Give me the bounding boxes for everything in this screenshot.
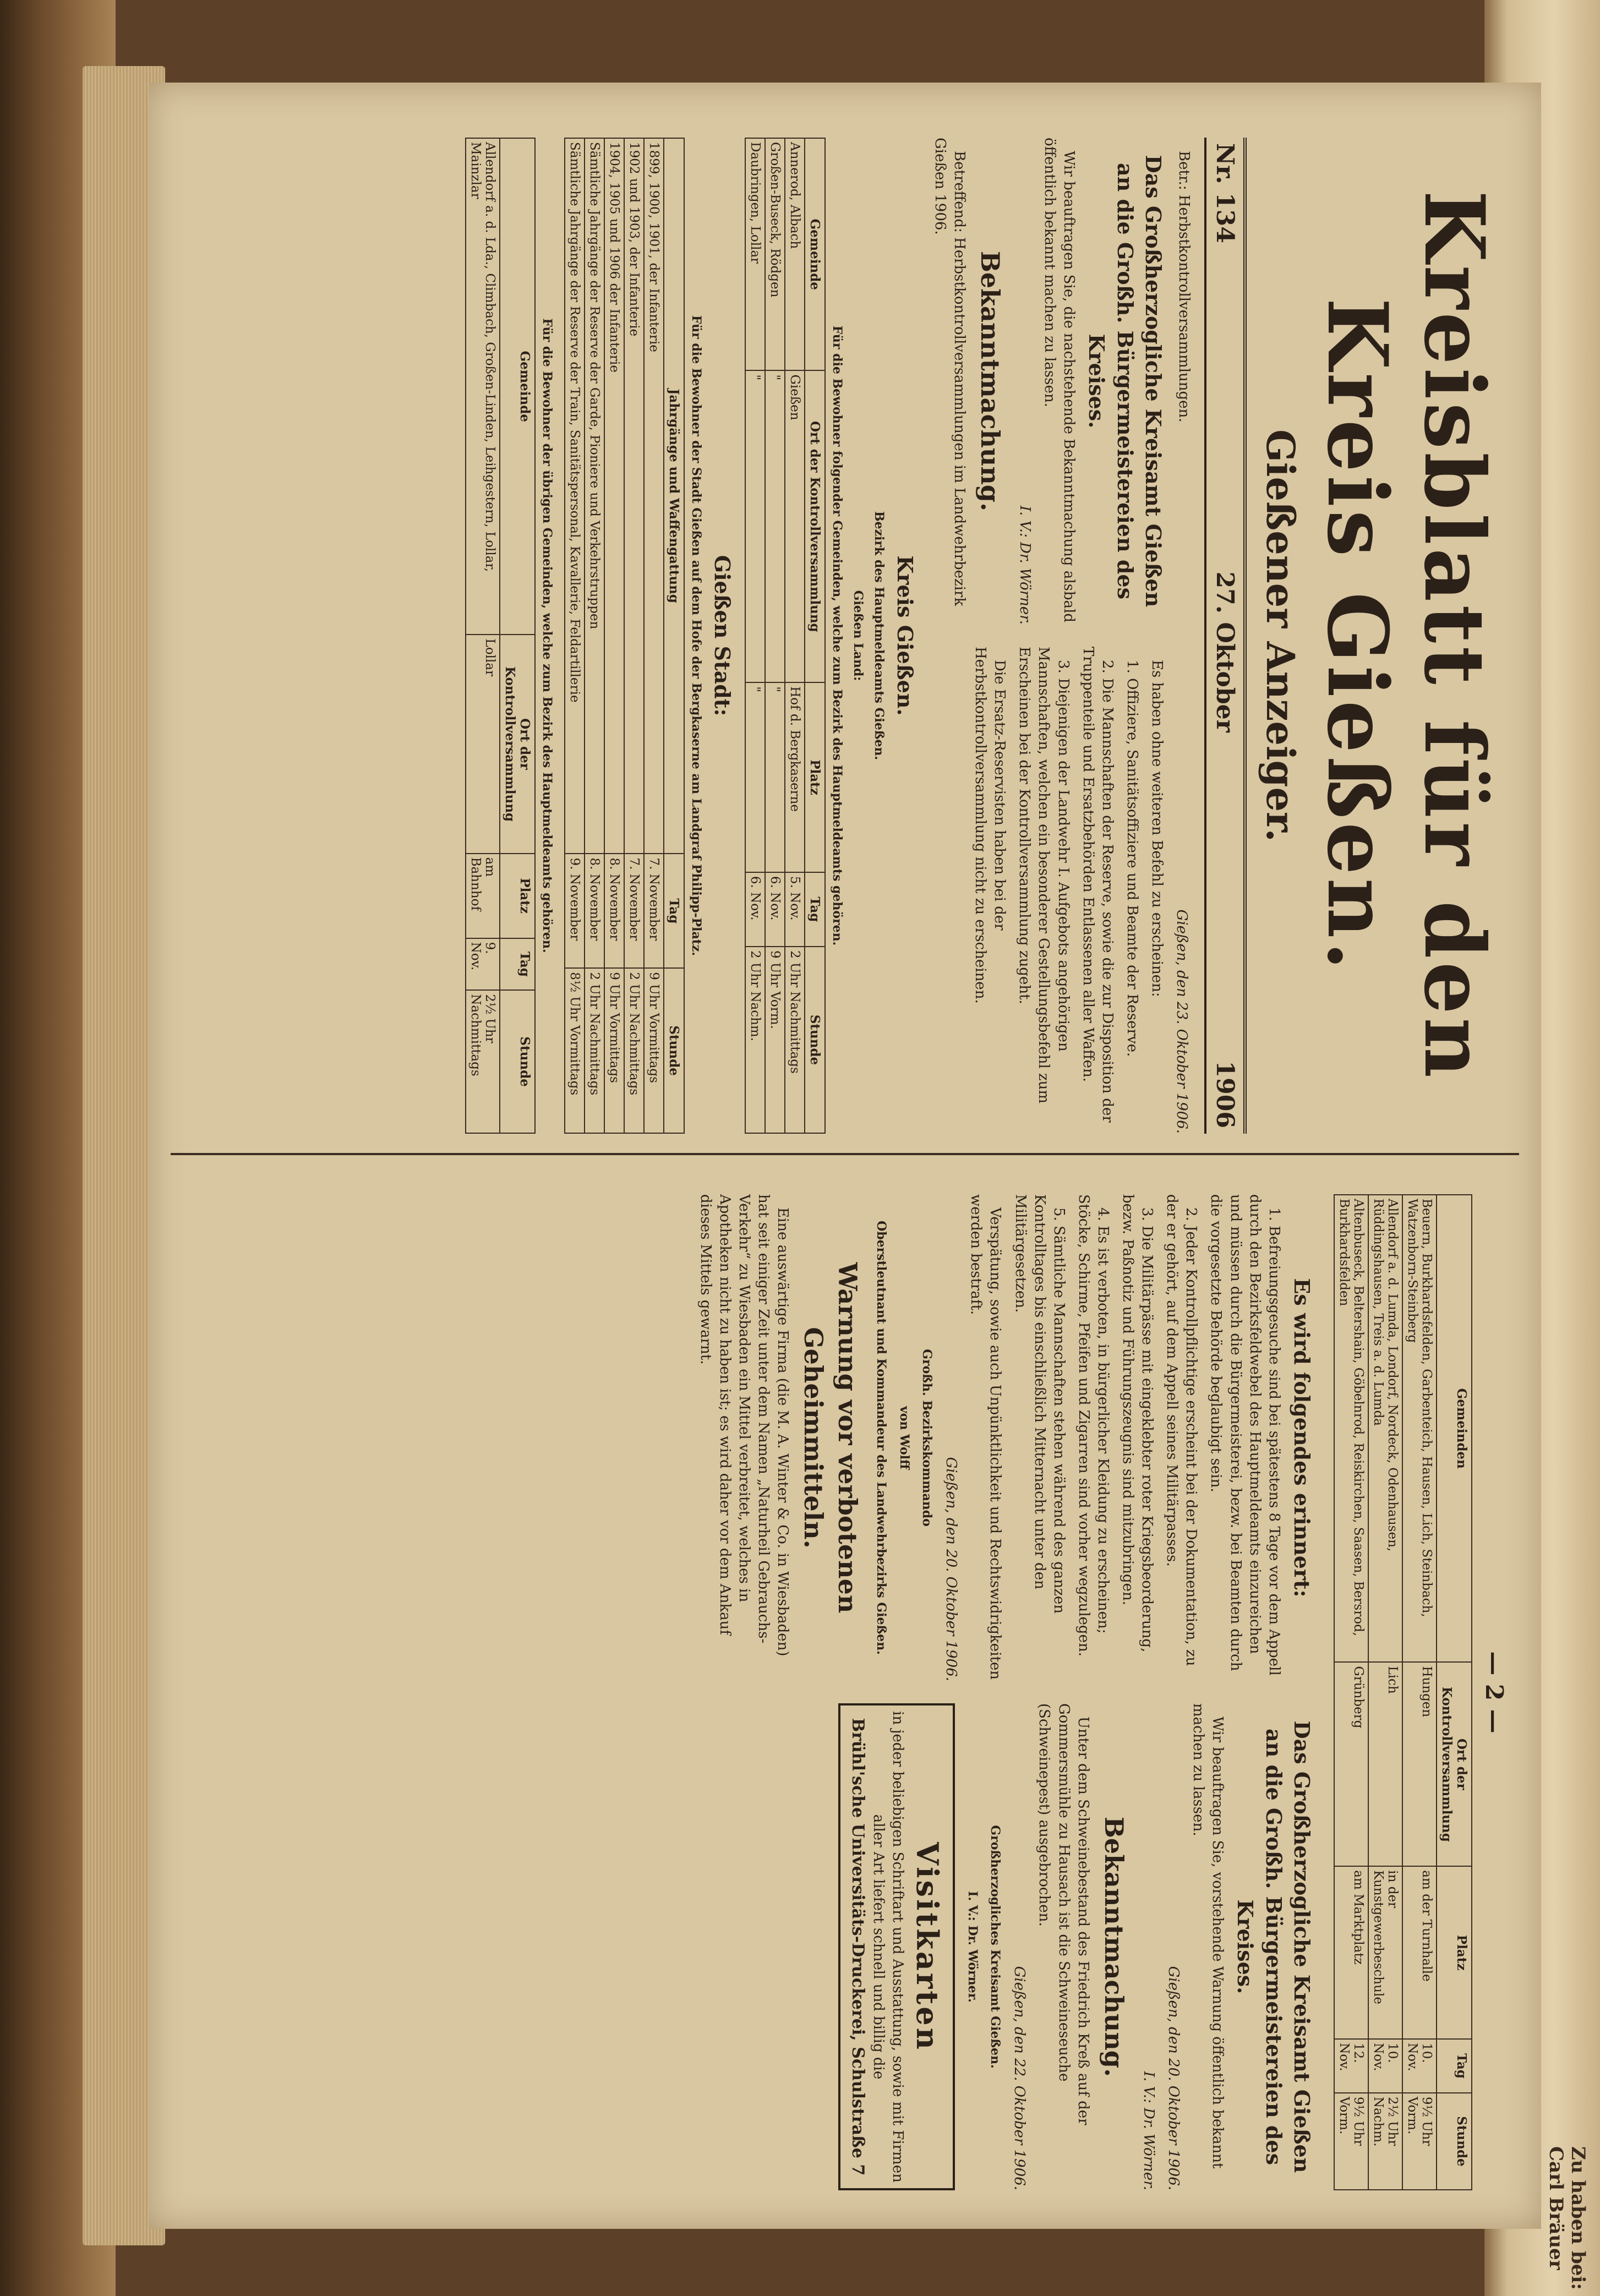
table1-header: Ort der Kontrollversammlung — [805, 370, 825, 682]
table4-header: Stunde — [1437, 2093, 1472, 2190]
table4-cell: 10. Nov. — [1368, 2039, 1402, 2093]
ad-title: Visitkarten — [909, 1842, 945, 2052]
table2-cell: 8. November — [585, 854, 604, 968]
kreis-giessen: Kreis Gießen. — [893, 555, 918, 716]
reminder-sig3: Oberstleutnant und Kommandeur des Landwehrbezirks Gießen. — [873, 1221, 888, 1655]
giessen-stadt: Gießen Stadt: — [710, 555, 735, 717]
table4-cell: am der Turnhalle — [1402, 1866, 1437, 2039]
table4-cell: Allendorf a. d. Lumda, Londorf, Nordeck, Odenhausen, Rüddingshausen, Treis a. d. Lumda — [1368, 1195, 1402, 1662]
table4-cell: 2½ Uhr Nachm. — [1368, 2093, 1402, 2190]
newspaper-page — [149, 83, 1541, 2229]
table2-cell: 1904, 1905 und 1906 der Infanterie — [604, 138, 624, 854]
notice2-to: Das Großherzogliche Kreisamt Gießen an die Großh. Bürgermeistereien des Kreises. — [1233, 1720, 1314, 2173]
table2-cell: 9 Uhr Vormittags — [604, 968, 624, 1133]
bekanntmachung-heading: Bekanntmachung. — [975, 251, 1005, 511]
table4-cell: 10. Nov. — [1402, 2039, 1437, 2093]
table1-header: Stunde — [805, 947, 825, 1133]
notice1-header: Betr.: Herbstkontrollversammlungen. — [1176, 151, 1192, 423]
reminder-date: Gießen, den 20. Oktober 1906. — [943, 1457, 960, 1681]
giessen-land: Gießen Land: — [851, 590, 866, 681]
table4-row — [1368, 1195, 1402, 2190]
reminder-4: 4. Es ist verboten, in bürgerlicher Kleidung zu erscheinen; Stöcke, Schirme, Pfeifen und Zigarren sind vorher wegzulegen. — [1075, 1194, 1111, 1657]
ad-company: Brühl'sche Universitäts-Druckerei, Schulstraße 7 — [848, 1718, 867, 2176]
left-col-1 — [924, 138, 1193, 625]
table2-header: Stunde — [664, 968, 684, 1133]
rotated-content — [149, 83, 1541, 2229]
table4-cell: Lich — [1368, 1662, 1402, 1866]
table3-cell: Lollar — [466, 635, 500, 853]
reminder-title: Es wird folgendes erinnert: — [1290, 1278, 1314, 1598]
table1-row — [765, 138, 785, 1133]
reminder-5: 5. Sämtliche Mannschaften stehen während des ganzen Kontrolltages bis einschließlich Mitternacht unter den Militärgesetzen. — [1012, 1194, 1067, 1614]
table4-header: Gemeinden — [1437, 1195, 1472, 1662]
bezirk-giessen: Bezirk des Hauptmeldeamts Gießen. — [872, 511, 887, 761]
table2-cell: 7. November — [624, 854, 644, 968]
reminder-3: 3. Die Militärpässe mit eingeklebter roter Kriegsbeorderung, bezw. Paßnotiz und Führungszeugnis sind mitzubringen. — [1120, 1194, 1156, 1653]
table2-cell: 1902 und 1903, der Infanterie — [624, 138, 644, 854]
table3-header: Platz — [500, 854, 535, 938]
table1-cell: " — [745, 682, 765, 872]
notice2-date: Gießen, den 20. Oktober 1906. — [1165, 1966, 1182, 2190]
table4-cell: Beuern, Burkhardsfelden, Garbenteich, Hausen, Lich, Steinbach, Watzenborn-Steinberg — [1402, 1195, 1437, 1662]
reminder-sig1: Großh. Bezirkskommando — [920, 1349, 935, 1527]
notice1-to: Das Großherzogliche Kreisamt Gießen an die Großh. Bürgermeistereien des Kreises. — [1084, 155, 1166, 608]
table3-header: Ort der Kontrollversammlung — [500, 635, 535, 853]
item-2: 2. Die Mannschaften der Reserve, sowie die zur Disposition der Truppenteile und Ersatzbehörden Entlassenen aller Waffen. — [1079, 647, 1116, 1123]
masthead-title: Kreisblatt für den Kreis Gießen. — [1309, 190, 1503, 1081]
table1-cell: 6. Nov. — [765, 872, 785, 947]
ersatz-note: Die Ersatz-Reservisten haben bei der Herbstkontrollversammlung nicht zu erscheinen. — [972, 647, 1008, 1004]
right-half — [149, 1172, 1541, 2212]
table4-header: Platz — [1437, 1866, 1472, 2039]
notice3-sig1: Großherzogliches Kreisamt Gießen. — [988, 1825, 1003, 2069]
adjacent-page-text: Zu haben bei: Carl Bräuer — [1545, 2146, 1589, 2290]
masthead-subtitle: Gießener Anzeiger. — [1258, 429, 1303, 842]
left-half — [149, 116, 1541, 1156]
issue-date: 27. Oktober — [1211, 571, 1239, 732]
table2-caption: Für die Bewohner der Stadt Gießen auf dem Hofe der Bergkaserne am Landgraf Philipp-Platz. — [689, 315, 704, 956]
left-columns — [924, 138, 1193, 1134]
issue-line — [1204, 138, 1247, 1134]
issue-year: 1906 — [1211, 1060, 1239, 1128]
table2-row — [585, 138, 604, 1133]
table3-cell: 2½ Uhr Nachmittags — [466, 990, 500, 1133]
table4-cell: Hungen — [1402, 1662, 1437, 1866]
left-col-2 — [924, 647, 1193, 1134]
visitkarten-ad — [838, 1703, 955, 2190]
notice3-body: Unter dem Schweinebestand des Friedrich Kreß auf der Gommersmühle zu Hausach ist die Schweineseuche (Schweinepest) ausgebrochen. — [1036, 1703, 1091, 2125]
table1-row — [785, 138, 805, 1133]
reminder-1: 1. Befreiungsgesuche sind bei spätestens 8 Tage vor dem Appell durch den Bezirksfeldwebel des Hauptmeldeamts einzureichen und müssen durch die Bürgermeisterei, bezw. bei Beamten durch die vorgesetzte Behörde beglaubigt sein. — [1208, 1194, 1282, 1676]
table1-caption: Für die Bewohner folgender Gemeinden, welche zum Bezirk des Hauptmeldeamts gehören. — [830, 325, 845, 946]
table1-cell: " — [765, 370, 785, 682]
table3-row — [466, 138, 500, 1133]
table4-cell: Altenbuseck, Beltershain, Göbelnrod, Reiskirchen, Saasen, Bersrod, Burkhardsfelden — [1334, 1195, 1368, 1662]
notice1-body: Wir beauftragen Sie, die nachstehende Bekanntmachung alsbald öffentlich bekannt machen zu lassen. — [1041, 138, 1078, 622]
right-col-1 — [690, 1194, 1323, 1681]
table1-header: Platz — [805, 682, 825, 872]
table2-row — [624, 138, 644, 1133]
table4-row — [1402, 1195, 1437, 2190]
item-1: 1. Offiziere, Sanitätsoffiziere und Beamte der Reserve. — [1123, 660, 1140, 1057]
table4-cell: am Marktplatz — [1334, 1866, 1368, 2039]
table3-cell: Allendorf a. d. Lda., Climbach, Großen-Linden, Leihgestern, Lollar, Mainzlar — [466, 138, 500, 635]
table3 — [465, 138, 536, 1134]
table1-cell: " — [745, 370, 765, 682]
notice3-date: Gießen, den 22. Oktober 1906. — [1011, 1966, 1028, 2190]
table1-cell: Gießen — [785, 370, 805, 682]
table2-cell: 8. November — [604, 854, 624, 968]
table2-row — [604, 138, 624, 1133]
bekanntmachung2-heading: Bekanntmachung. — [1099, 1817, 1129, 2077]
table2-cell: 2 Uhr Nachmittags — [624, 968, 644, 1133]
page-number: — 2 — — [1480, 1651, 1508, 1734]
table2-row — [644, 138, 664, 1133]
table4-header: Ort der Kontrollversammlung — [1437, 1662, 1472, 1866]
table4-cell: Grünberg — [1334, 1662, 1368, 1866]
table1-cell: 5. Nov. — [785, 872, 805, 947]
table4 — [1334, 1194, 1472, 2190]
table2-cell: 9. November — [565, 854, 585, 968]
ad-text: in jeder beliebigen Schriftart und Ausstattung, sowie mit Firmen aller Art liefert schnell und billig die — [870, 1711, 906, 2183]
table1-cell: 2 Uhr Nachm. — [745, 947, 765, 1133]
table4-cell: in der Kunstgewerbeschule — [1368, 1866, 1402, 2039]
table4-row — [1334, 1195, 1368, 2190]
table2-cell: 1899, 1900, 1901, der Infanterie — [644, 138, 664, 854]
table3-header: Tag — [500, 938, 535, 991]
table2-cell: 8½ Uhr Vormittags — [565, 968, 585, 1133]
intro: Es haben ohne weiteren Befehl zu erscheinen: — [1148, 660, 1165, 997]
table2-cell: 2 Uhr Nachmittags — [585, 968, 604, 1133]
table3-cell: 9. Nov. — [466, 938, 500, 991]
table1-header: Gemeinde — [805, 138, 825, 370]
table2-cell: Sämtliche Jahrgänge der Reserve der Garde, Pioniere und Verkehrstruppen — [585, 138, 604, 854]
table1 — [745, 138, 826, 1134]
table2 — [564, 138, 685, 1134]
table2-row — [565, 138, 585, 1133]
betreffend: Betreffend: Herbstkontrollversammlungen im Landwehrbezirk Gießen 1906. — [931, 138, 968, 606]
table4-header: Tag — [1437, 2039, 1472, 2093]
table3-header: Stunde — [500, 990, 535, 1133]
table4-cell: 12. Nov. — [1334, 2039, 1368, 2093]
place-date: Gießen, den 23. Oktober 1906. — [1173, 909, 1190, 1134]
table4-cell: 9½ Uhr Vorm. — [1334, 2093, 1368, 2190]
table1-cell: " — [765, 682, 785, 872]
table1-cell: 6. Nov. — [745, 872, 765, 947]
item-3: 3. Diejenigen der Landwehr I. Aufgebots angehörigen Mannschaften, welchen ein besonderer Gestellungsbefehl zum Erscheinen bei der Kontrollversammlung zugeht. — [1016, 647, 1072, 1104]
table2-cell: Sämtliche Jahrgänge der Reserve der Train, Sanitätspersonal, Kavallerie, Feldartillerie — [565, 138, 585, 854]
table1-header: Tag — [805, 872, 825, 947]
right-columns — [690, 1194, 1323, 2190]
table3-header: Gemeinde — [500, 138, 535, 635]
notice2-sig: I. V.: Dr. Wörner. — [1140, 2071, 1157, 2190]
notice1-sig: I. V.: Dr. Wörner. — [1016, 505, 1033, 625]
warning-body: Eine auswärtige Firma (die M. A. Winter & Co. in Wiesbaden) hat seit einiger Zeit unter dem Namen „Naturheil Gebrauchs-Verkehr“ zu Wiesbaden ein Mittel verbreitet, welches in Apotheken nicht zu haben ist; es wird daher vor dem Ankauf dieses Mittels gewarnt. — [697, 1194, 791, 1657]
table3-caption: Für die Bewohner der übrigen Gemeinden, welche zum Bezirk des Hauptmeldeamts gehören. — [540, 318, 555, 953]
issue-number: Nr. 134 — [1211, 143, 1239, 243]
table1-cell: Hof d. Bergkaserne — [785, 682, 805, 872]
table2-cell: 9 Uhr Vormittags — [644, 968, 664, 1133]
reminder-close: Verspätung, sowie auch Unpünktlichkeit und Rechtswidrigkeiten werden bestraft. — [968, 1194, 1004, 1680]
notice2-body: Wir beauftragen Sie, vorstehende Warnung öffentlich bekannt machen zu lassen. — [1190, 1703, 1226, 2169]
table2-cell: 7. November — [644, 854, 664, 968]
table1-cell: Daubringen, Lollar — [745, 138, 765, 370]
reminder-sig2: von Wolff — [897, 1406, 911, 1470]
notice3-sig2: I. V.: Dr. Wörner. — [965, 1891, 980, 2003]
table1-cell: Annerod, Albach — [785, 138, 805, 370]
table2-header: Tag — [664, 854, 684, 968]
reminder-2: 2. Jeder Kontrollpflichtige erscheint bei der Dokumentation, zu der er gehört, auf dem Appell seines Militärpasses. — [1164, 1194, 1200, 1666]
table2-header: Jahrgänge und Waffengattung — [664, 138, 684, 854]
table4-cell: 9½ Uhr Vorm. — [1402, 2093, 1437, 2190]
table1-cell: 2 Uhr Nachmittags — [785, 947, 805, 1133]
table1-cell: Großen-Buseck, Rödgen — [765, 138, 785, 370]
table1-row — [745, 138, 765, 1133]
table1-cell: 9 Uhr Vorm. — [765, 947, 785, 1133]
right-col-2 — [690, 1703, 1323, 2190]
table3-cell: am Bahnhof — [466, 854, 500, 938]
warning-title: Warnung vor verbotenen Geheimmitteln. — [799, 1262, 863, 1614]
